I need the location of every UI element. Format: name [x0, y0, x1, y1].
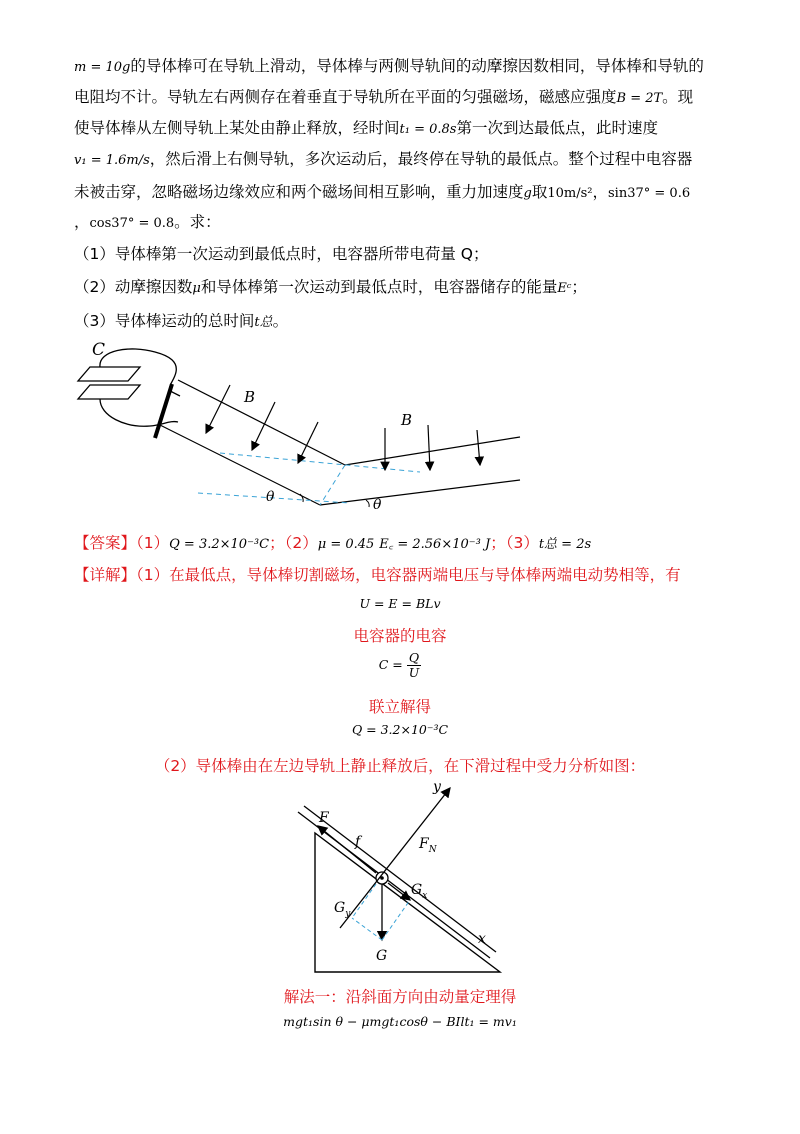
energy-symbol: Eᶜ	[557, 281, 572, 296]
equation-1: U = E = BLv	[359, 596, 441, 611]
question-2: （2）动摩擦因数μ和导体棒第一次运动到最低点时，电容器储存的能量Eᶜ；	[74, 278, 587, 296]
detail-line-4: （2）导体棒由在左边导轨上静止释放后，在下滑过程中受力分析如图：	[154, 757, 646, 775]
problem-text: 电阻均不计。导轨左右两侧存在着垂直于导轨所在平面的匀强磁场，磁感应强度	[74, 88, 617, 106]
problem-line-2	[74, 86, 693, 110]
detail-capacitance-heading: 电容器的电容	[353, 627, 447, 645]
label-b-left: B	[244, 388, 256, 406]
equation-2: C = $\frac{Q}{U}$	[378, 650, 420, 680]
problem-text: ，然后滑上右侧导轨，多次运动后，最终停在导轨的最低点。整个过程中电容器	[149, 150, 693, 168]
gravity-value: 10m/s²	[547, 186, 593, 201]
detail-tag: 【详解】	[74, 566, 137, 584]
detail-method-1: 解法一：沿斜面方向由动量定理得	[283, 988, 517, 1006]
problem-text: 取	[531, 183, 548, 201]
answer-mu: μ = 0.45	[317, 537, 375, 552]
answer-line: 【答案】（1）Q = 3.2×10⁻³C；（2）μ = 0.45 E꜀ = 2.56×10⁻³ J；（3）t总 = 2s	[74, 534, 592, 552]
question-3: （3）导体棒运动的总时间t总。	[74, 312, 289, 330]
rail-diagram	[70, 335, 540, 515]
label-fn: $F_N$	[419, 836, 437, 855]
label-c: C	[92, 340, 106, 360]
problem-text: 使导体棒从左侧导轨上某处由静止释放，经时间	[74, 119, 400, 137]
problem-line-1	[74, 55, 704, 79]
mu-symbol: μ	[192, 281, 201, 296]
field-strength-value: B = 2T	[616, 91, 663, 106]
time-value: t₁ = 0.8s	[399, 122, 457, 137]
capacitor-plates	[78, 367, 140, 399]
detail-line-1: 【详解】（1）在最低点，导体棒切割磁场，电容器两端电压与导体棒两端电动势相等，有	[74, 566, 681, 584]
problem-line-4	[74, 148, 692, 172]
problem-text: 。求：	[174, 213, 221, 231]
label-gy: $G_y$	[334, 900, 351, 919]
equation-5: mgt₁sin θ − μmgt₁cosθ − BIlt₁ = mv₁	[283, 1014, 517, 1029]
label-y: y	[433, 779, 441, 795]
label-x: x	[478, 931, 486, 947]
label-f-upper: F	[319, 810, 329, 826]
problem-text: 的导体棒可在导轨上滑动，导体棒与两侧导轨间的动摩擦因数相同，导体棒和导轨的	[130, 57, 704, 75]
problem-text: 未被击穿，忽略磁场边缘效应和两个磁场间相互影响，重力加速度	[74, 183, 524, 201]
total-time-symbol: t总	[254, 315, 273, 330]
answer-tag: 【答案】	[74, 534, 137, 552]
label-gx: $G_x$	[411, 882, 428, 901]
answer-q: Q = 3.2×10⁻³C	[169, 537, 270, 552]
sin-value: sin37° = 0.6	[608, 186, 691, 201]
label-g: G	[376, 948, 388, 964]
velocity-value: v₁ = 1.6m/s	[74, 153, 150, 168]
mass-value: m = 10g	[74, 60, 131, 75]
gravity-symbol: g	[523, 186, 532, 201]
label-b-right: B	[401, 411, 413, 429]
problem-text: 第一次到达最低点，此时速度	[456, 119, 658, 137]
force-diagram	[290, 775, 510, 980]
problem-line-5: 未被击穿，忽略磁场边缘效应和两个磁场间相互影响，重力加速度g取10m/s²，sin37° = 0.6	[74, 183, 691, 201]
equation-3: Q = 3.2×10⁻³C	[351, 722, 449, 737]
answer-t: t总 = 2s	[538, 537, 592, 552]
cos-value: cos37° = 0.8	[89, 216, 175, 231]
wire-loop	[100, 349, 180, 426]
question-1: （1）导体棒第一次运动到最低点时，电容器所带电荷量 Q；	[74, 245, 489, 263]
problem-line-3	[74, 117, 658, 141]
problem-line-6: ，cos37° = 0.8。求：	[74, 213, 221, 231]
answer-ec: E꜀ = 2.56×10⁻³ J	[379, 537, 491, 552]
label-theta-right: θ	[373, 497, 382, 513]
label-theta-left: θ	[266, 489, 275, 505]
problem-text: 。现	[662, 88, 694, 106]
label-f-friction: f	[355, 834, 361, 850]
detail-solve-heading: 联立解得	[368, 698, 431, 716]
